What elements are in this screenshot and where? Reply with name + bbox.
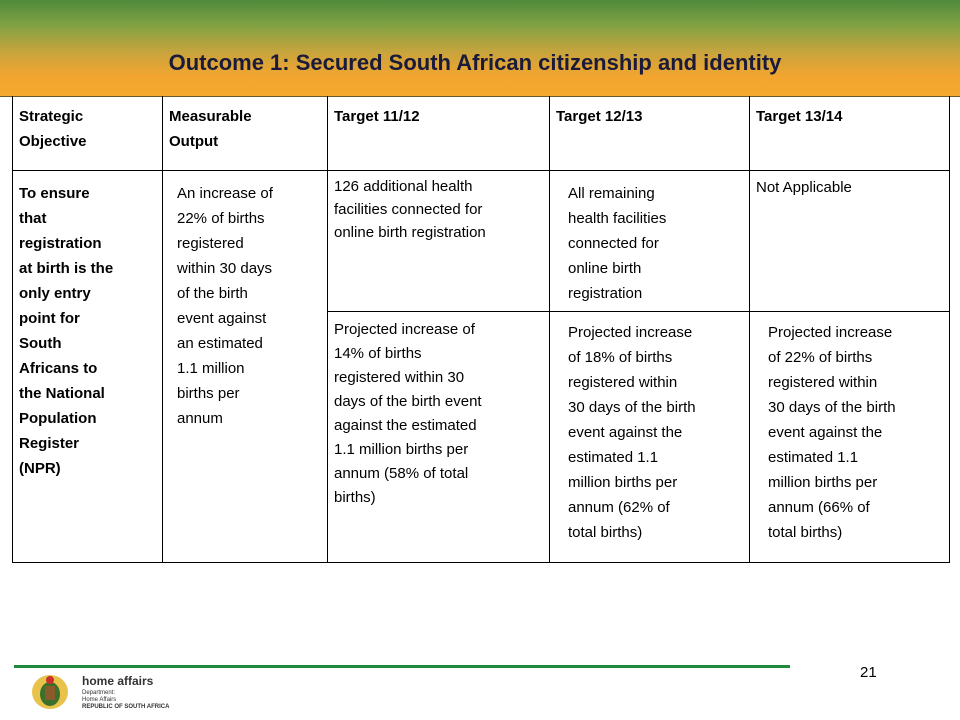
measurable-output-line: 1.1 million [177,360,245,377]
strategic-objective-line: the National [19,385,105,402]
table-header-row [13,96,950,171]
header-strategic-objective: Strategic Objective [13,96,163,171]
cell-text-line: days of the birth event [334,393,482,410]
strategic-objective-line: (NPR) [19,460,61,477]
strategic-objective-line: at birth is the [19,260,114,277]
page-number: 21 [860,664,877,681]
strategic-objective-line: only entry [19,285,91,302]
measurable-output-line: of the birth [177,285,248,302]
cell-text-line: Projected increase [768,324,893,341]
strategic-objective-text [13,171,162,481]
row2-target-1213 [550,312,750,563]
cell-text-line: Projected increase of [334,321,475,338]
cell-text-line: 30 days of the birth [768,399,896,416]
row2-target-1112 [328,312,550,563]
cell-text-line: event against the [568,424,683,441]
header-band [0,0,960,97]
header-target-1213: Target 12/13 [550,96,750,171]
strategic-objective-line: To ensure [19,185,90,202]
strategic-objective-cell [13,171,163,563]
measurable-output-cell [163,171,328,563]
header-measurable-output: Measurable Output [163,96,328,171]
cell-text-line: total births) [568,524,643,541]
cell-text-line: facilities connected for [334,201,483,218]
row1-target-1213 [550,171,750,312]
cell-text-line: million births per [768,474,878,491]
cell-text-line: health facilities [568,210,667,227]
strategic-objective-line: registration [19,235,102,252]
page-title: Outcome 1: Secured South African citizenship and identity [168,50,782,75]
strategic-objective-line: Africans to [19,360,98,377]
cell-text-line: Not Applicable [756,179,852,196]
cell-text-line: registered within [568,374,678,391]
cell-text-line: annum (66% of [768,499,870,516]
cell-text-line: registered within [768,374,878,391]
measurable-output-line: an estimated [177,335,263,352]
measurable-output-line: births per [177,385,240,402]
logo-name: home affairs [82,674,154,688]
measurable-output-line: registered [177,235,244,252]
cell-text-line: of 22% of births [768,349,873,366]
measurable-output-text [163,171,327,431]
footer-divider [14,665,790,668]
measurable-output-line: annum [177,410,223,427]
row2-target-1314 [750,312,950,563]
strategic-objective-line: South [19,335,62,352]
strategic-objective-line: point for [19,310,80,327]
coat-of-arms-icon [28,672,72,712]
targets-table [12,96,950,563]
strategic-objective-line: that [19,210,47,227]
strategic-objective-line: Population [19,410,97,427]
measurable-output-line: 22% of births [177,210,265,227]
cell-text-line: estimated 1.1 [568,449,659,466]
header-target-1112: Target 11/12 [328,96,550,171]
cell-text-line: estimated 1.1 [768,449,859,466]
cell-text-line: registered within 30 [334,369,465,386]
cell-text-line: total births) [768,524,843,541]
strategic-objective-line: Register [19,435,80,452]
cell-text-line: All remaining [568,185,655,202]
row1-target-1314 [750,171,950,312]
cell-text-line: 14% of births [334,345,422,362]
cell-text-line: connected for [568,235,659,252]
row1-target-1112 [328,171,550,312]
cell-text-line: event against the [768,424,883,441]
cell-text-line: registration [568,285,643,302]
cell-text-line: online birth [568,260,642,277]
cell-text-line: Projected increase [568,324,693,341]
cell-text-line: births) [334,489,376,506]
logo-subtext: Department: Home Affairs REPUBLIC OF SOUTH AFRICA [82,690,170,710]
home-affairs-logo [28,672,198,716]
measurable-output-line: An increase of [177,185,273,202]
cell-text-line: online birth registration [334,224,486,241]
measurable-output-line: within 30 days [177,260,273,277]
cell-text-line: against the estimated [334,417,477,434]
cell-text-line: annum (62% of [568,499,670,516]
table-row [13,171,950,312]
header-target-1314: Target 13/14 [750,96,950,171]
cell-text-line: 126 additional health [334,178,473,195]
cell-text-line: 30 days of the birth [568,399,696,416]
cell-text-line: 1.1 million births per [334,441,469,458]
cell-text-line: of 18% of births [568,349,673,366]
cell-text-line: million births per [568,474,678,491]
cell-text-line: annum (58% of total [334,465,469,482]
measurable-output-line: event against [177,310,267,327]
